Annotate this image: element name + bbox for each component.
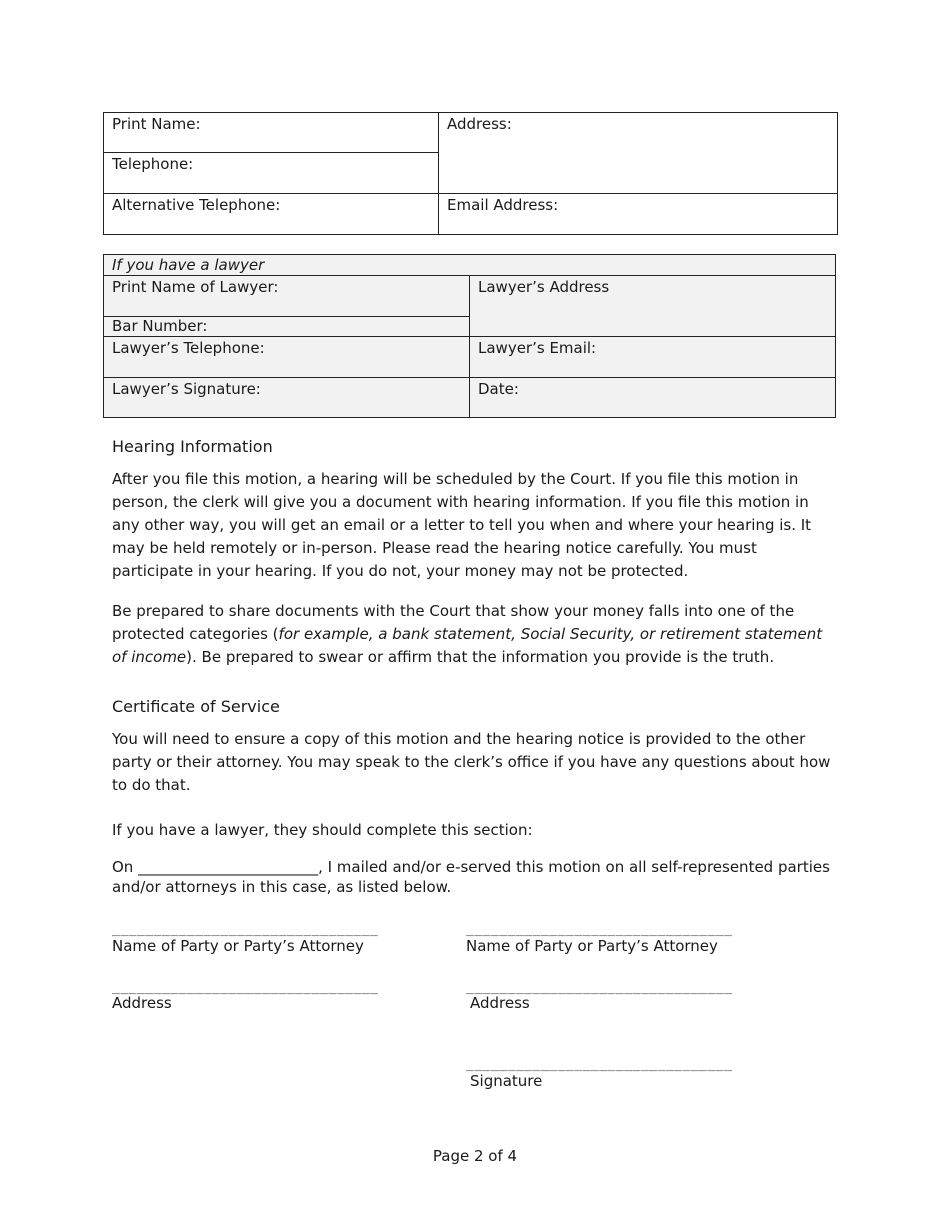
signature-label: Signature	[470, 1072, 543, 1090]
lawyer-instruction: If you have a lawyer, they should complete this section:	[112, 821, 533, 839]
party-info-table	[103, 112, 838, 235]
lawyer-info-table	[103, 254, 836, 418]
print-name-field[interactable]: Print Name:	[104, 113, 439, 153]
lawyer-address-field[interactable]: Lawyer’s Address	[470, 276, 836, 337]
party-name-label-right: Name of Party or Party’s Attorney	[466, 937, 718, 955]
address-label-left: Address	[112, 994, 172, 1012]
service-statement: On ________________________, I mailed and/or e-served this motion on all self-represented parties and/or attorneys in this case, as listed below.	[112, 858, 830, 896]
party-name-label-left: Name of Party or Party’s Attorney	[112, 937, 364, 955]
address-line-left[interactable]: ________________________________	[112, 980, 379, 995]
lawyer-telephone-field[interactable]: Lawyer’s Telephone:	[104, 337, 470, 378]
party-name-line-right[interactable]: ________________________________	[466, 922, 733, 937]
certificate-paragraph: You will need to ensure a copy of this motion and the hearing notice is provided to the other party or their attorney. You may speak to the clerk’s office if you have any questions about how to do that.	[112, 730, 831, 794]
hearing-info-paragraph: After you file this motion, a hearing will be scheduled by the Court. If you file this motion in person, the clerk will give you a document with hearing information. If you file this motion in any other way, you will get an email or a letter to tell you when and where your hearing is. It may be held remotely or in-person. Please read the hearing notice carefully. You must participate in your hearing. If you do not, your money may not be protected.	[112, 470, 812, 580]
lawyer-date-field[interactable]: Date:	[470, 378, 836, 418]
party-name-line-left[interactable]: ________________________________	[112, 922, 379, 937]
alt-telephone-field[interactable]: Alternative Telephone:	[104, 194, 439, 235]
bar-number-field[interactable]: Bar Number:	[104, 317, 470, 337]
certificate-heading: Certificate of Service	[112, 697, 280, 716]
lawyer-section-heading: If you have a lawyer	[104, 255, 836, 276]
lawyer-name-field[interactable]: Print Name of Lawyer:	[104, 276, 470, 317]
lawyer-signature-field[interactable]: Lawyer’s Signature:	[104, 378, 470, 418]
hearing-info-heading: Hearing Information	[112, 437, 273, 456]
address-label-right: Address	[470, 994, 530, 1012]
lawyer-email-field[interactable]: Lawyer’s Email:	[470, 337, 836, 378]
signature-line[interactable]: ________________________________	[466, 1057, 733, 1072]
hearing-documents-paragraph: Be prepared to share documents with the Court that show your money falls into one of the protected categories (for example, a bank statement, Social Security, or retirement statement of income). Be prepared to swear or affirm that the information you provide is the truth.	[112, 602, 823, 666]
email-field[interactable]: Email Address:	[439, 194, 838, 235]
address-field[interactable]: Address:	[439, 113, 838, 194]
address-line-right[interactable]: ________________________________	[466, 980, 733, 995]
page-number: Page 2 of 4	[432, 1147, 518, 1165]
telephone-field[interactable]: Telephone:	[104, 153, 439, 194]
